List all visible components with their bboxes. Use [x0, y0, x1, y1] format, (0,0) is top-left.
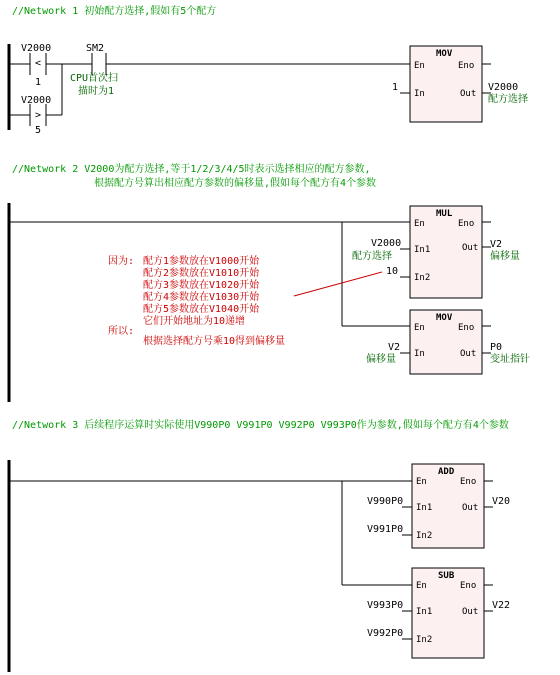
sub-out-value: V22	[492, 600, 511, 611]
annotation-arrow	[294, 272, 382, 296]
sm-address: SM2	[86, 43, 105, 54]
mov-2-in-note: 偏移量	[366, 354, 396, 365]
sub-in1-value: V993P0	[367, 600, 404, 611]
mov-2-eno: Eno	[458, 323, 475, 333]
sub-in2-value: V992P0	[367, 628, 404, 639]
mov-1-in-value: 1	[392, 82, 399, 93]
mov-2-out-note: 变址指针	[490, 354, 530, 365]
annotation-line-1: 配方1参数放在V1000开始	[143, 256, 260, 267]
network-3	[9, 418, 510, 672]
add-in2-value: V991P0	[367, 524, 404, 535]
mov-1-in: In	[414, 89, 425, 99]
mov-1-out-note: 配方选择	[488, 94, 528, 105]
mov-1-title: MOV	[436, 49, 453, 59]
mul-out: Out	[462, 243, 479, 253]
mul-in1: In1	[414, 245, 431, 255]
add-in1: In1	[416, 503, 433, 513]
sub-box[interactable]	[412, 568, 484, 658]
add-en: En	[416, 477, 427, 487]
mov-1-en: En	[414, 61, 425, 71]
mul-out-note: 偏移量	[490, 251, 520, 262]
sub-out: Out	[462, 607, 479, 617]
annotation-so-text: 根据选择配方号乘10得到偏移量	[143, 336, 286, 347]
sm-note-1: CPU首次扫	[70, 73, 119, 84]
mov-2-en: En	[414, 323, 425, 333]
mov-1-out: Out	[460, 89, 477, 99]
mov-2-title: MOV	[436, 313, 453, 323]
contact2-value: 5	[35, 125, 42, 136]
mul-in2: In2	[414, 273, 431, 283]
network-2	[9, 162, 530, 402]
annotation-line-6: 它们开始地址为10递增	[143, 316, 246, 327]
add-out: Out	[462, 503, 479, 513]
annotation-so: 所以:	[108, 326, 135, 337]
sub-in1: In1	[416, 607, 433, 617]
add-box[interactable]	[412, 464, 484, 548]
mov-2-out: Out	[460, 349, 477, 359]
sub-in2: In2	[416, 635, 433, 645]
mov-box-2[interactable]	[410, 310, 482, 374]
contact1-address: V2000	[21, 43, 52, 54]
add-out-value: V20	[492, 496, 511, 507]
sm2-contact[interactable]	[86, 43, 106, 75]
annotation-line-3: 配方3参数放在V1020开始	[143, 280, 260, 291]
annotation-line-2: 配方2参数放在V1010开始	[143, 268, 260, 279]
contact1-value: 1	[35, 77, 42, 88]
sub-en: En	[416, 581, 427, 591]
add-eno: Eno	[460, 477, 477, 487]
mov-2-in-value: V2	[388, 342, 401, 353]
mul-eno: Eno	[458, 219, 475, 229]
mul-out-value: V2	[490, 239, 503, 250]
network-3-comment: //Network 3 后续程序运算时实际使用V990P0 V991P0 V992P0 V993P0作为参数,假如每个配方有4个参数	[12, 420, 509, 431]
contact2-address: V2000	[21, 95, 52, 106]
mov-1-out-value: V2000	[488, 82, 519, 93]
mul-in1-note: 配方选择	[352, 251, 392, 262]
network-2-comment-1: //Network 2 V2000为配方选择,等于1/2/3/4/5时表示选择相应的配方参数,	[12, 164, 371, 175]
mul-in2-value: 10	[386, 266, 399, 277]
network-1-comment: //Network 1 初始配方选择,假如有5个配方	[12, 6, 217, 17]
mul-title: MUL	[436, 209, 453, 219]
add-in2: In2	[416, 531, 433, 541]
network-1	[9, 4, 528, 136]
contact2-operator: >	[35, 110, 42, 121]
mov-2-in: In	[414, 349, 425, 359]
add-title: ADD	[438, 467, 455, 477]
mov-2-out-value: P0	[490, 342, 503, 353]
mul-en: En	[414, 219, 425, 229]
annotation-because: 因为:	[108, 256, 135, 267]
annotation-line-5: 配方5参数放在V1040开始	[143, 304, 260, 315]
network-2-comment-2: 根据配方号算出相应配方参数的偏移量,假如每个配方有4个参数	[94, 178, 377, 189]
mul-box[interactable]	[410, 206, 482, 298]
compare-contact-lt[interactable]	[21, 43, 51, 88]
sm-note-2: 描时为1	[78, 86, 115, 97]
mov-1-eno: Eno	[458, 61, 475, 71]
sub-eno: Eno	[460, 581, 477, 591]
sub-title: SUB	[438, 571, 455, 581]
mov-box-1[interactable]	[410, 46, 482, 122]
annotation-line-4: 配方4参数放在V1030开始	[143, 292, 260, 303]
contact1-operator: <	[35, 58, 42, 69]
mul-in1-value: V2000	[371, 238, 402, 249]
annotation	[108, 254, 382, 347]
add-in1-value: V990P0	[367, 496, 404, 507]
